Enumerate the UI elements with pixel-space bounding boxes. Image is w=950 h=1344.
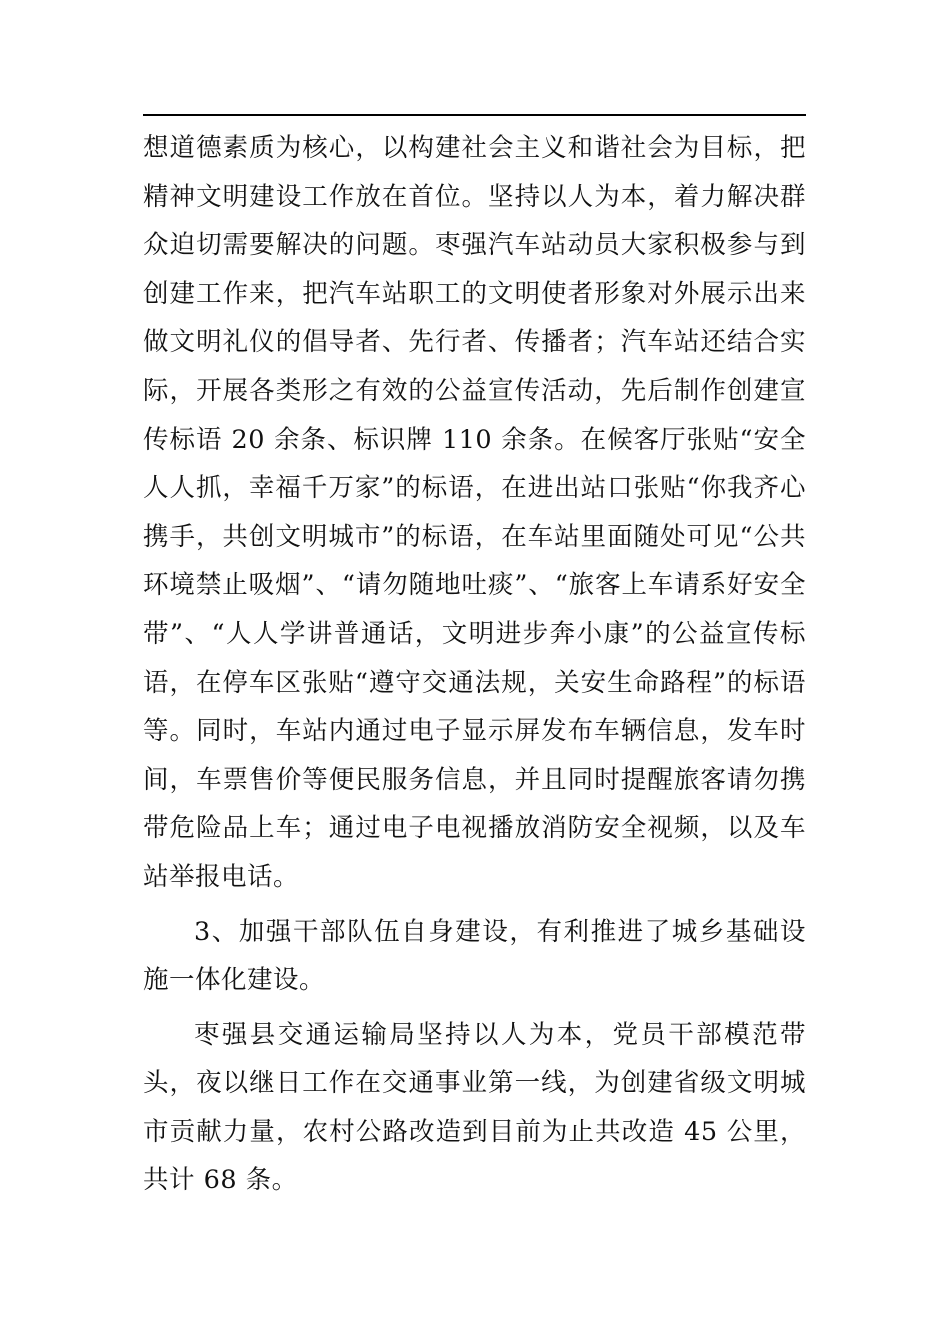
document-body: [143, 124, 806, 1205]
paragraph-section-heading: 3、加强干部队伍自身建设，有利推进了城乡基础设施一体化建设。: [143, 916, 806, 996]
paragraph-rural-roads: 枣强县交通运输局坚持以人为本，党员干部模范带头，夜以继日工作在交通事业第一线，为创建省级文明城市贡献力量，农村公路改造到目前为止共改造 45 公里，共计 68 条。: [143, 1019, 806, 1196]
paragraph-slogans-campaign: 想道德素质为核心，以构建社会主义和谐社会为目标，把精神文明建设工作放在首位。坚持以人为本，着力解决群众迫切需要解决的问题。枣强汽车站动员大家积极参与到创建工作来，把汽车站职工的文明使者形象对外展示出来做文明礼仪的倡导者、先行者、传播者；汽车站还结合实际，开展各类形之有效的公益宣传活动，先后制作创建宣传标语 20 余条、标识牌 110 余条。在候客厅张贴“安全人人抓，幸福千万家”的标语，在进出站口张贴“你我齐心携手，共创文明城市”的标语，在车站里面随处可见“公共环境禁止吸烟”、“请勿随地吐痰”、“旅客上车请系好安全带”、“人人学讲普通话，文明进步奔小康”的公益宣传标语，在停车区张贴“遵守交通法规，关安生命路程”的标语等。同时，车站内通过电子显示屏发布车辆信息，发车时间，车票售价等便民服务信息，并且同时提醒旅客请勿携带危险品上车；通过电子电视播放消防安全视频，以及车站举报电话。: [143, 133, 806, 892]
header-rule: [143, 114, 806, 116]
